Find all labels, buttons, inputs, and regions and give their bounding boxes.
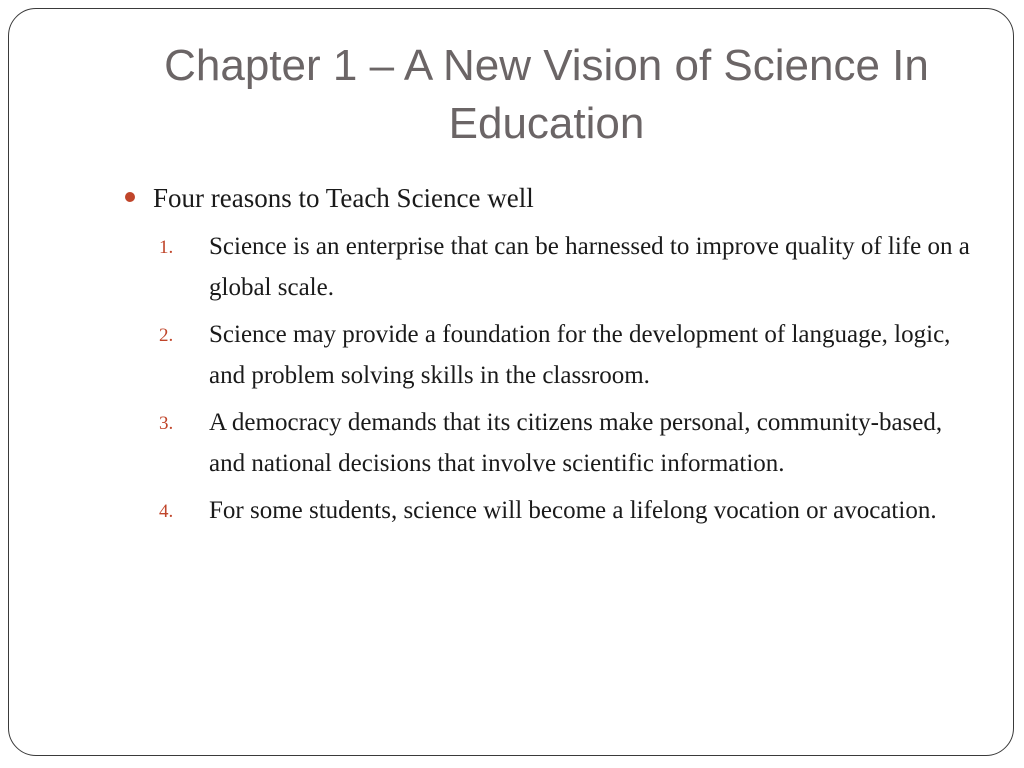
list-item-text: Science may provide a foundation for the development of language, logic, and problem solving skills in the classroom. — [209, 321, 951, 389]
numbered-list — [121, 226, 981, 531]
list-item-number: 3. — [159, 413, 174, 434]
slide-title: Chapter 1 – A New Vision of Science In Education — [164, 41, 929, 148]
list-item — [121, 490, 981, 531]
list-item — [121, 402, 981, 484]
list-item-text: Science is an enterprise that can be harnessed to improve quality of life on a global scale. — [209, 233, 970, 301]
list-item — [121, 226, 981, 308]
list-item-text: A democracy demands that its citizens make personal, community-based, and national decisions that involve scientific information. — [209, 409, 943, 477]
list-item-text: For some students, science will become a lifelong vocation or avocation. — [209, 497, 937, 524]
list-item-number: 4. — [159, 501, 174, 522]
bullet-item — [121, 179, 981, 217]
bullet-text: Four reasons to Teach Science well — [153, 183, 534, 213]
list-item — [121, 314, 981, 396]
list-item-number: 2. — [159, 325, 174, 346]
slide-content — [121, 179, 981, 537]
bullet-dot-icon — [125, 192, 135, 202]
slide-frame — [8, 8, 1014, 756]
list-item-number: 1. — [159, 237, 174, 258]
